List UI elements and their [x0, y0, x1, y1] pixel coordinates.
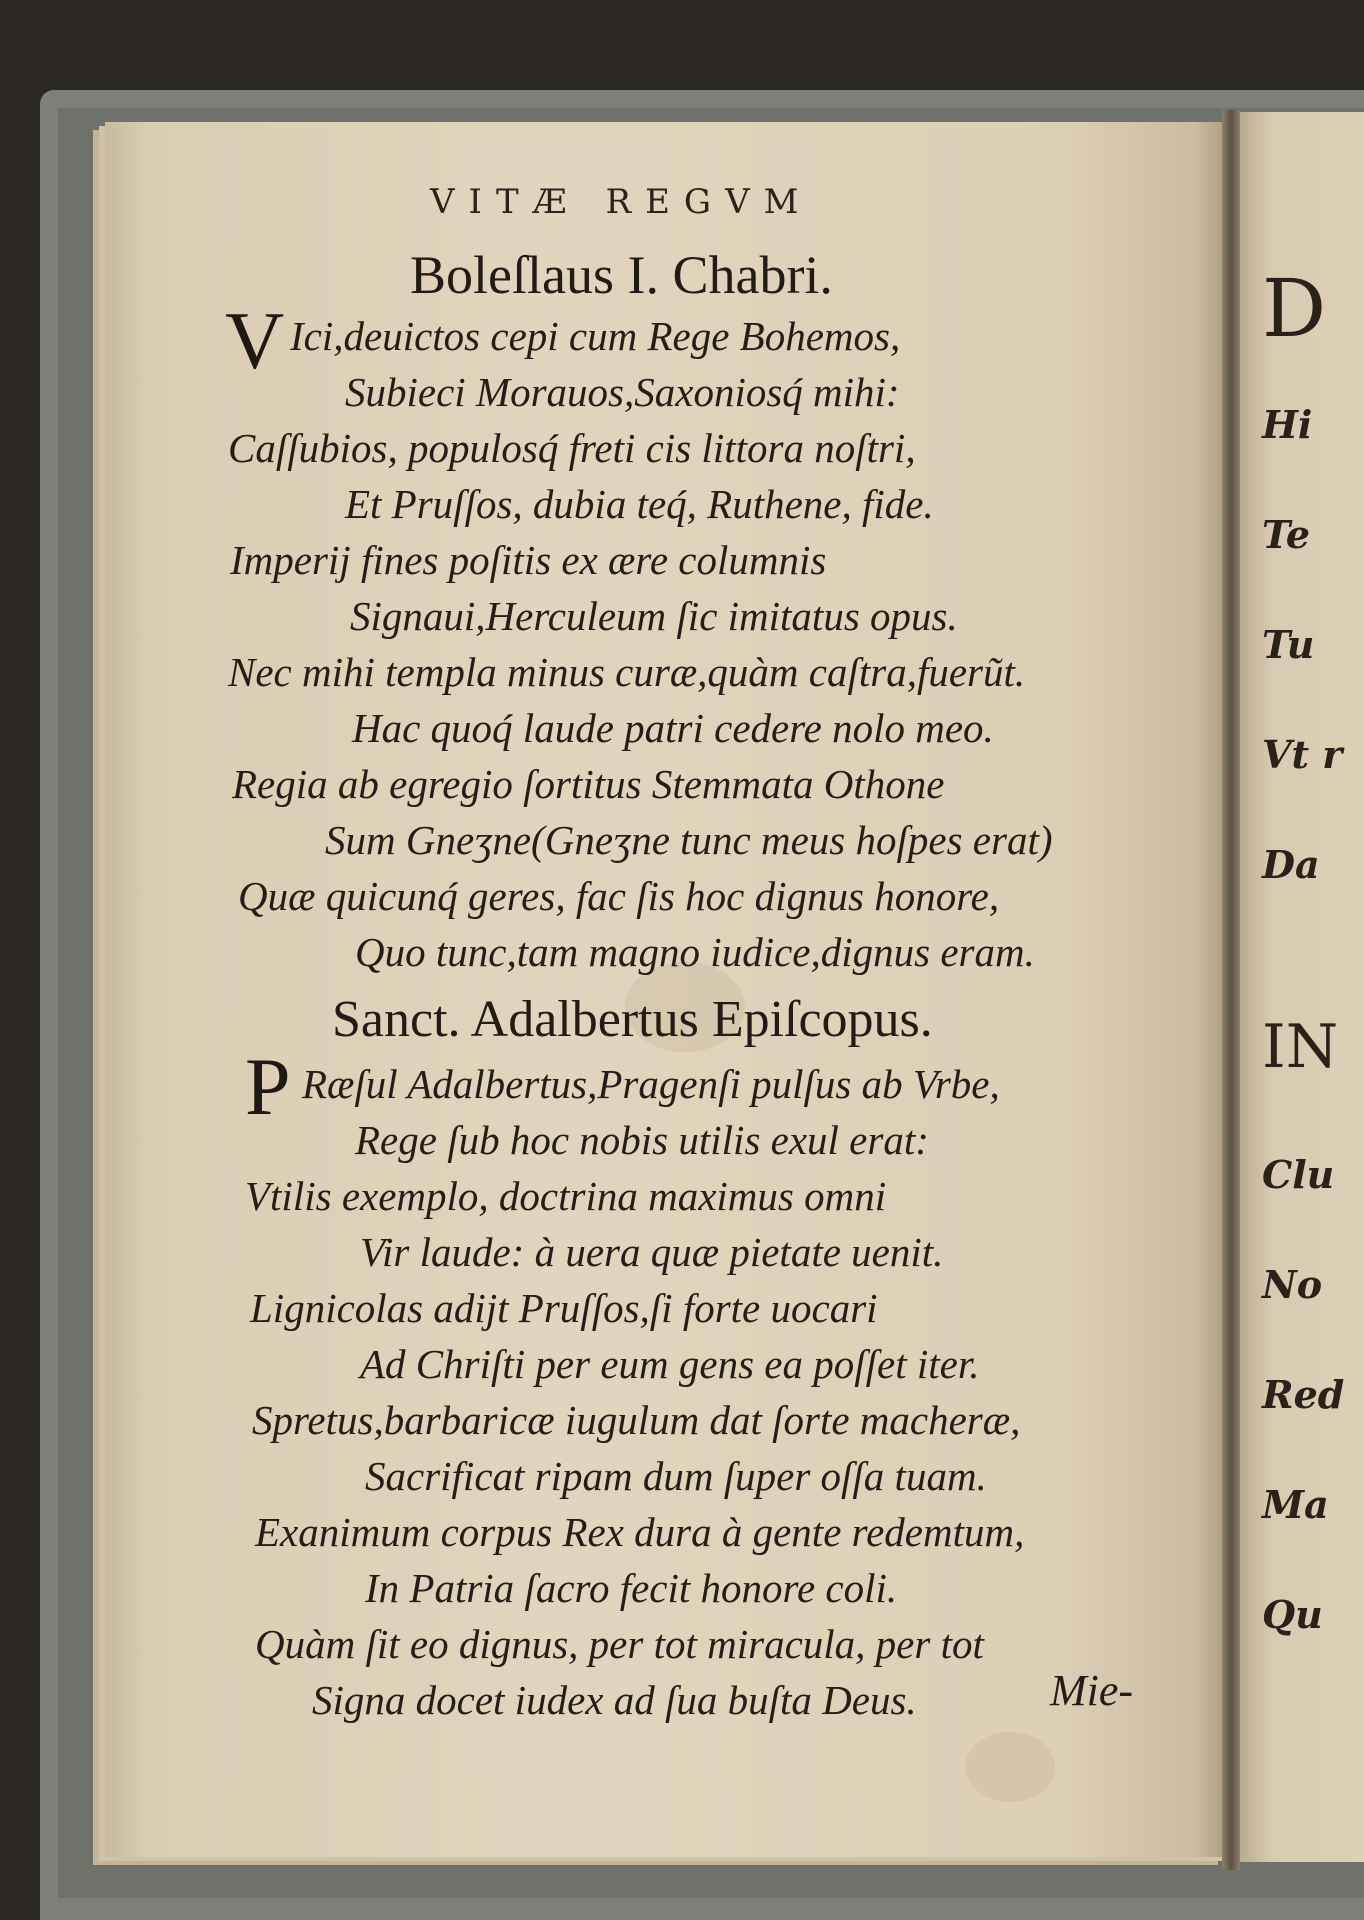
right-page-word: Hi — [1262, 402, 1313, 447]
verse-line: Ici,deuictos cepi cum Rege Bohemos, — [290, 313, 901, 359]
verse-line: Nec mihi templa minus curæ,quàm caſtra,fuerũt. — [228, 649, 1026, 695]
verse-line: Exanimum corpus Rex dura à gente redemtum, — [255, 1509, 1025, 1555]
verse-line: Quo tunc,tam magno iudice,dignus eram. — [355, 929, 1035, 975]
verse-line: Spretus,barbaricæ iugulum dat ſorte macheræ, — [252, 1397, 1021, 1443]
verse-line: Regia ab egregio ſortitus Stemmata Othone — [232, 761, 945, 807]
verse-line: Caſſubios, populosq́ freti cis littora noſtri, — [228, 425, 916, 471]
right-page-word: Tu — [1262, 622, 1315, 667]
drop-cap: P — [245, 1041, 291, 1132]
drop-cap: V — [225, 295, 285, 386]
section-title: Boleſlaus I. Chabri. — [410, 245, 833, 305]
verse-line: Signaui,Herculeum ſic imitatus opus. — [350, 593, 958, 639]
verse-line: Lignicolas adijt Pruſſos,ſi forte uocari — [250, 1285, 878, 1331]
verse-line: Ræſul Adalbertus,Pragenſi pulſus ab Vrbe, — [302, 1061, 1000, 1107]
verse-line: Imperij fines poſitis ex ære columnis — [230, 537, 827, 583]
verse-line: Subieci Morauos,Saxoniosq́ mihi: — [345, 369, 900, 415]
verse-line: Quàm ſit eo dignus, per tot miracula, per tot — [255, 1621, 984, 1667]
verse-line: Ad Chriſti per eum gens ea poſſet iter. — [360, 1341, 980, 1387]
verse-line: Signa docet iudex ad ſua buſta Deus. — [312, 1677, 917, 1723]
verse-line: Quæ quicunq́ geres, fac ſis hoc dignus honore, — [238, 873, 1000, 919]
verse-line: Et Pruſſos, dubia teq́, Ruthene, fide. — [345, 481, 934, 527]
right-page-word: Vt r — [1262, 732, 1343, 777]
right-page-word: No — [1262, 1262, 1323, 1307]
verse-line: In Patria ſacro fecit honore coli. — [365, 1565, 898, 1611]
right-page-word: Red — [1262, 1372, 1345, 1417]
right-page-word: Qu — [1262, 1592, 1323, 1637]
book-gutter — [1222, 110, 1240, 1870]
section-title: Sanct. Adalbertus Epiſcopus. — [332, 991, 933, 1048]
right-page — [1240, 112, 1364, 1862]
right-page-word: IN — [1262, 1012, 1339, 1082]
running-head: VITÆ REGVM — [430, 182, 813, 222]
right-page-word: Te — [1262, 512, 1311, 557]
verse-line: Hac quoq́ laude patri cedere nolo meo. — [352, 705, 994, 751]
catchword: Mie- — [1050, 1666, 1134, 1715]
right-page-word: Clu — [1262, 1152, 1335, 1197]
verse-line: Vir laude: à uera quæ pietate uenit. — [360, 1229, 944, 1275]
verse-line: Sum Gneʒne(Gneʒne tunc meus hoſpes erat) — [325, 817, 1053, 863]
verse-line: Vtilis exemplo, doctrina maximus omni — [245, 1173, 887, 1219]
right-page-word: Da — [1262, 842, 1320, 887]
right-page-word: D — [1262, 262, 1327, 355]
right-page-word: Ma — [1262, 1482, 1329, 1527]
verse-line: Sacrificat ripam dum ſuper oſſa tuam. — [365, 1453, 987, 1499]
verse-line: Rege ſub hoc nobis utilis exul erat: — [355, 1117, 929, 1163]
